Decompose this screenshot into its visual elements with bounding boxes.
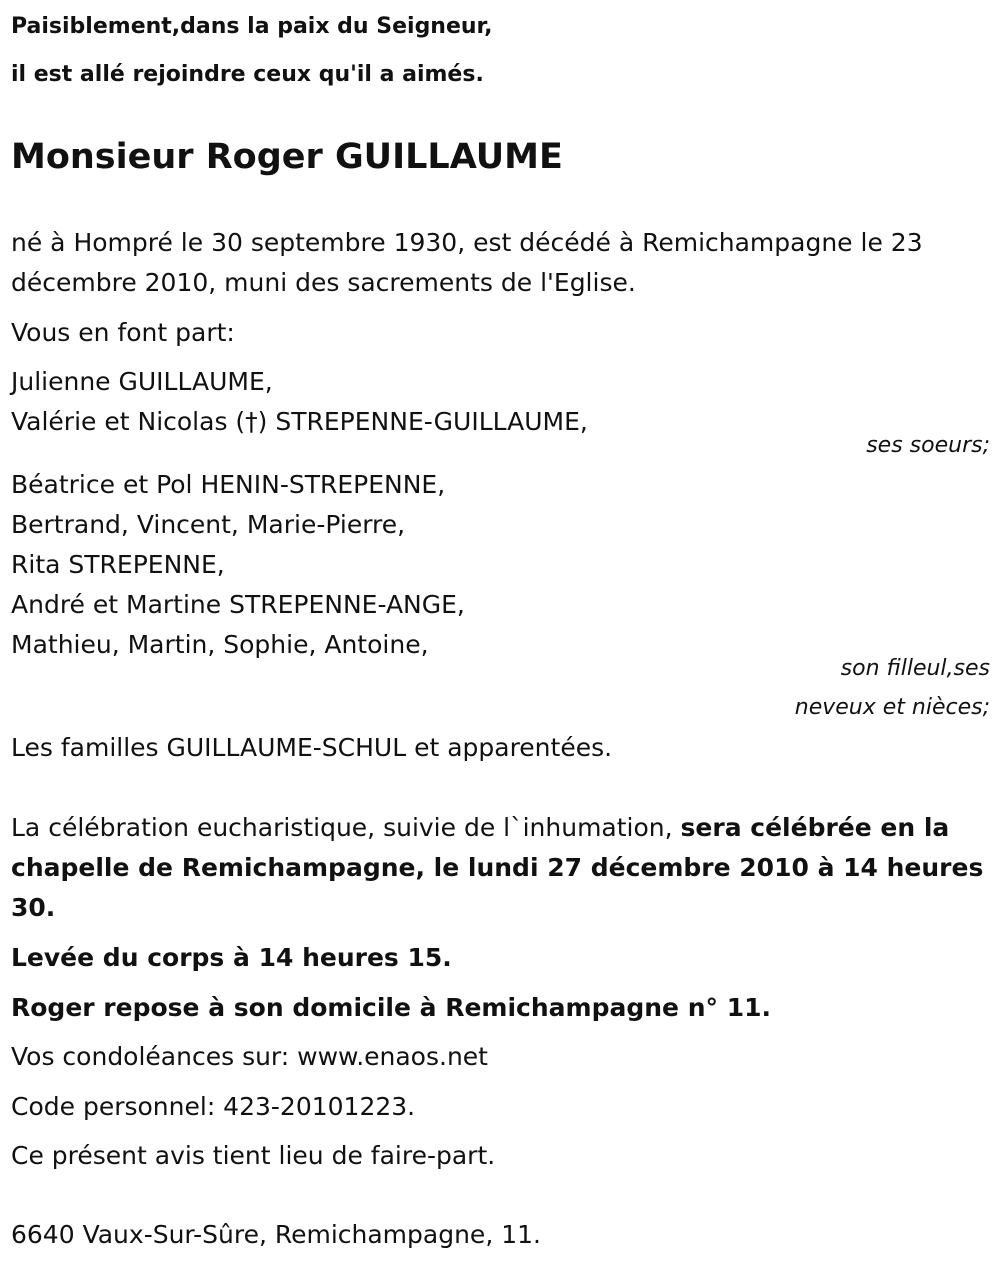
ceremony-bold: sera célébrée en la xyxy=(680,813,950,842)
notice-line: Ce présent avis tient lieu de faire-part. xyxy=(11,1141,496,1170)
ceremony-line-1 xyxy=(11,813,949,843)
family-member: Julienne GUILLAUME, xyxy=(11,367,273,396)
family-member: Valérie et Nicolas (†) STREPENNE-GUILLAUME, xyxy=(11,407,588,436)
header-line-1: Paisiblement,dans la paix du Seigneur, xyxy=(11,14,493,39)
family-member: Rita STREPENNE, xyxy=(11,550,225,579)
family-role: son filleul,ses xyxy=(840,656,990,681)
family-member: André et Martine STREPENNE-ANGE, xyxy=(11,590,465,619)
birth-line-2: décembre 2010, muni des sacrements de l'Eglise. xyxy=(11,268,636,297)
code-line: Code personnel: 423-20101223. xyxy=(11,1092,416,1121)
announce-text: Vous en font part: xyxy=(11,318,235,347)
address-line: 6640 Vaux-Sur-Sûre, Remichampagne, 11. xyxy=(11,1220,541,1249)
family-role: ses soeurs; xyxy=(866,433,990,458)
ceremony-line-3: 30. xyxy=(11,893,56,922)
family-member: Bertrand, Vincent, Marie-Pierre, xyxy=(11,510,406,539)
deceased-name: Monsieur Roger GUILLAUME xyxy=(11,137,563,177)
family-member: Béatrice et Pol HENIN-STREPENNE, xyxy=(11,470,446,499)
repose-line: Roger repose à son domicile à Remichampagne n° 11. xyxy=(11,993,771,1022)
levee-line: Levée du corps à 14 heures 15. xyxy=(11,943,452,972)
family-member: Mathieu, Martin, Sophie, Antoine, xyxy=(11,630,429,659)
ceremony-intro: La célébration eucharistique, suivie de l`inhumation, xyxy=(11,813,681,842)
header-line-2: il est allé rejoindre ceux qu'il a aimés. xyxy=(11,62,484,87)
family-role: neveux et nièces; xyxy=(794,695,990,720)
families-line: Les familles GUILLAUME-SCHUL et apparentées. xyxy=(11,733,613,762)
birth-line-1: né à Hompré le 30 septembre 1930, est décédé à Remichampagne le 23 xyxy=(11,228,923,257)
ceremony-line-2: chapelle de Remichampagne, le lundi 27 décembre 2010 à 14 heures xyxy=(11,853,984,882)
condoleances-line: Vos condoléances sur: www.enaos.net xyxy=(11,1042,488,1071)
